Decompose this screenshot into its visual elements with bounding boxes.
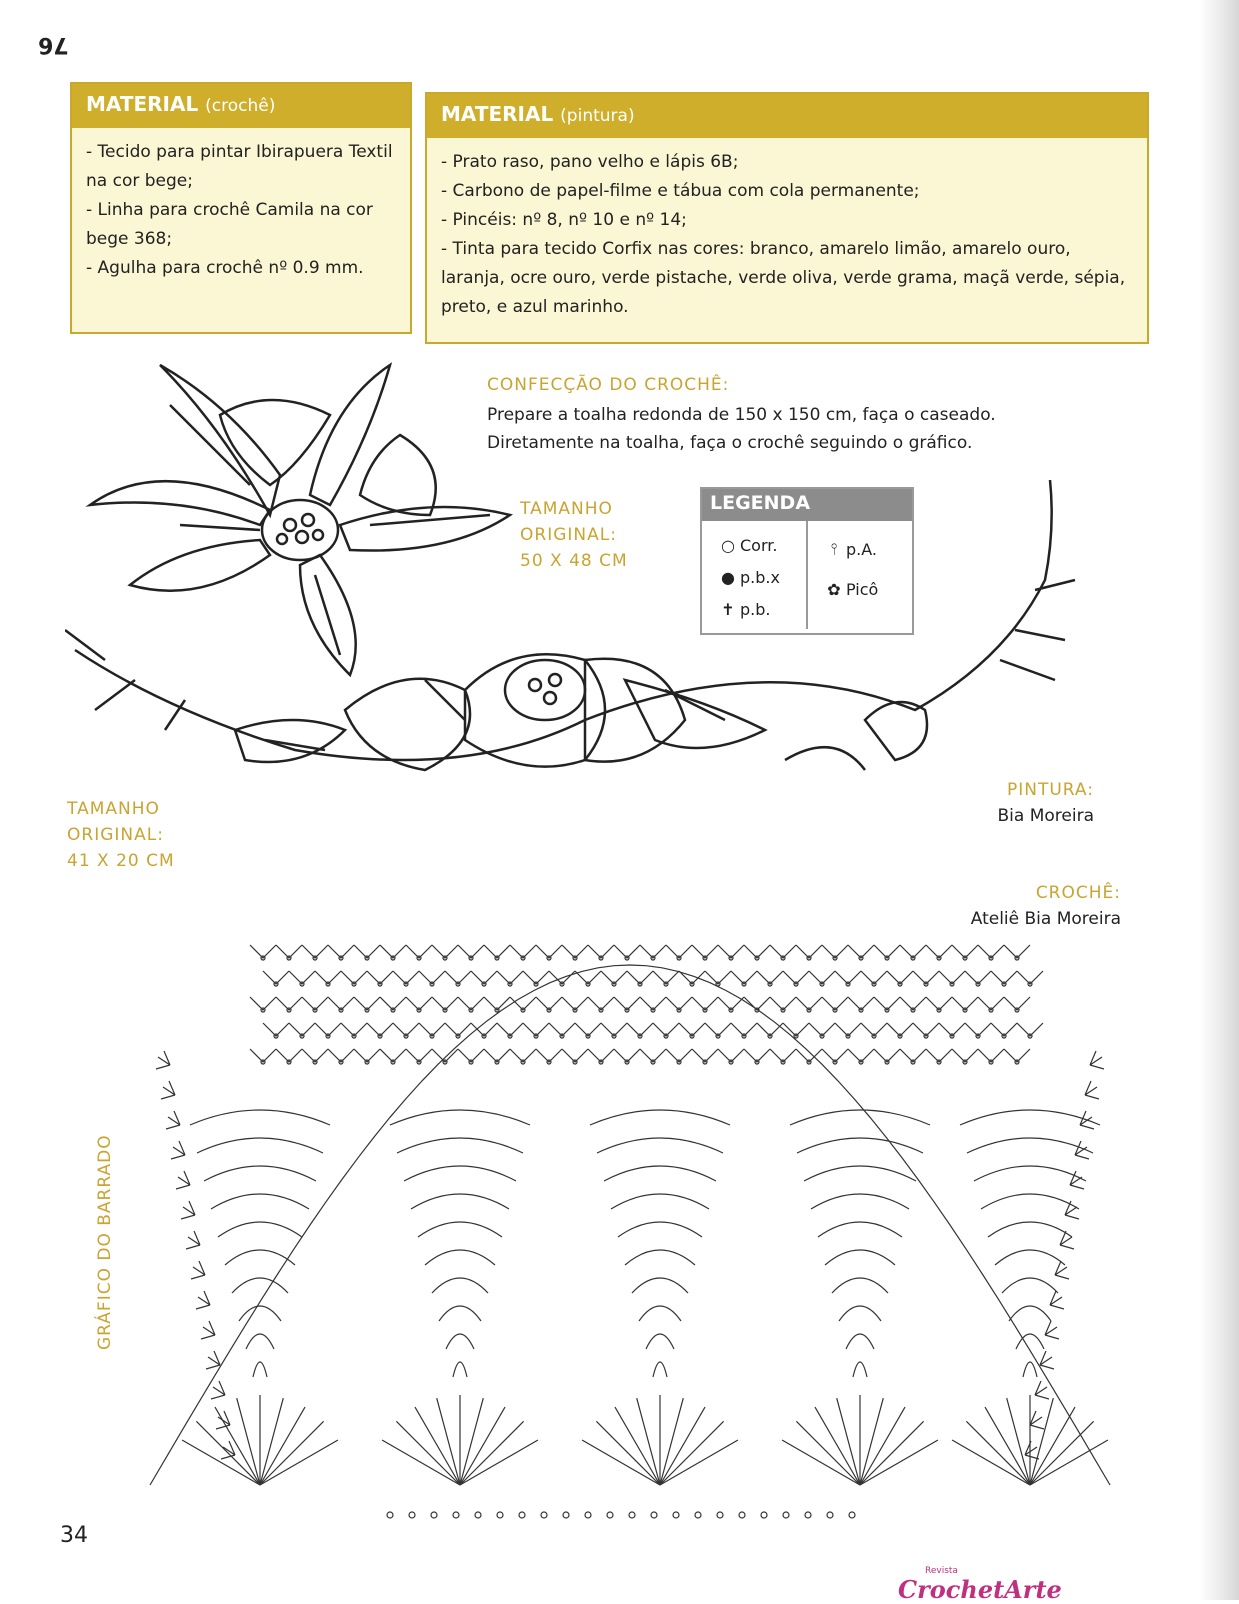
material-croche-header (72, 84, 410, 128)
material-croche-item: - Linha para crochê Camila na cor bege 368; (86, 200, 373, 249)
crochet-chart (130, 925, 1130, 1545)
credit-croche-name: Ateliê Bia Moreira (970, 909, 1121, 929)
size-branch (67, 796, 175, 874)
material-croche-title: MATERIAL (86, 92, 199, 116)
brand-small: Revista (925, 1566, 958, 1576)
legend-item (822, 529, 878, 569)
credit-croche-label: CROCHÊ: (1035, 883, 1121, 903)
chain-icon: ○ (721, 535, 735, 555)
confeccao-title: CONFECÇÃO DO CROCHÊ: (487, 375, 730, 395)
legend-item (716, 529, 806, 561)
legend-title: LEGENDA (702, 489, 912, 521)
size-branch-line2: ORIGINAL: (67, 825, 164, 845)
size-branch-line1: TAMANHO (67, 799, 160, 819)
double-crochet-icon: ⫯ (830, 539, 838, 558)
legend-item (716, 593, 806, 625)
credit-pintura-name: Bia Moreira (997, 806, 1094, 826)
legend-box (700, 487, 914, 635)
material-croche-item: - Agulha para crochê nº 0.9 mm. (86, 258, 364, 278)
legend-label: p.b.x (740, 567, 780, 587)
legend-label: p.A. (846, 539, 877, 559)
page-mark: 76 (38, 32, 69, 57)
slip-stitch-icon: ● (721, 567, 735, 587)
picot-icon: ✿ (827, 579, 841, 599)
material-croche-box (70, 82, 412, 334)
material-croche-item: - Tecido para pintar Ibirapuera Textil na cor bege; (86, 142, 393, 191)
size-flower (520, 496, 628, 574)
material-pintura-item: - Carbono de papel-filme e tábua com cola permanente; (441, 181, 920, 201)
legend-item (822, 569, 878, 609)
legend-label: Corr. (740, 535, 778, 555)
legend-col-left (702, 521, 806, 629)
material-pintura-item: - Prato raso, pano velho e lápis 6B; (441, 152, 739, 172)
size-flower-line2: ORIGINAL: (520, 525, 617, 545)
material-pintura-item: - Tinta para tecido Corfix nas cores: branco, amarelo limão, amarelo ouro, laranja, ocre ouro, verde pistache, verde oliva, verde grama, maçã verde, sépia, preto, e azul marinho. (441, 239, 1126, 317)
legend-col-right (806, 521, 878, 629)
single-crochet-icon: ✝ (721, 599, 735, 619)
size-flower-line1: TAMANHO (520, 499, 613, 519)
size-flower-line3: 50 X 48 CM (520, 551, 628, 571)
legend-label: p.b. (740, 599, 771, 619)
material-pintura-subtitle: (pintura) (560, 106, 635, 126)
brand-logo: CrochetArte (898, 1575, 1062, 1604)
material-croche-list (72, 128, 410, 293)
material-pintura-list (427, 138, 1147, 332)
material-pintura-item: - Pincéis: nº 8, nº 10 e nº 14; (441, 210, 687, 230)
size-branch-line3: 41 X 20 CM (67, 851, 175, 871)
credit-pintura-label: PINTURA: (1007, 780, 1094, 800)
page-fold-shadow (1199, 0, 1239, 1600)
page-number: 34 (60, 1523, 88, 1548)
material-pintura-title: MATERIAL (441, 102, 554, 126)
material-pintura-header (427, 94, 1147, 138)
confeccao-text: Prepare a toalha redonda de 150 x 150 cm, faça o caseado. Diretamente na toalha, faça o crochê seguindo o gráfico. (487, 405, 996, 453)
material-croche-subtitle: (crochê) (205, 96, 276, 116)
credit-pintura (998, 777, 1094, 829)
legend-item (716, 561, 806, 593)
graph-label: GRÁFICO DO BARRADO (95, 1134, 115, 1350)
legend-label: Picô (846, 579, 879, 599)
material-pintura-box (425, 92, 1149, 344)
